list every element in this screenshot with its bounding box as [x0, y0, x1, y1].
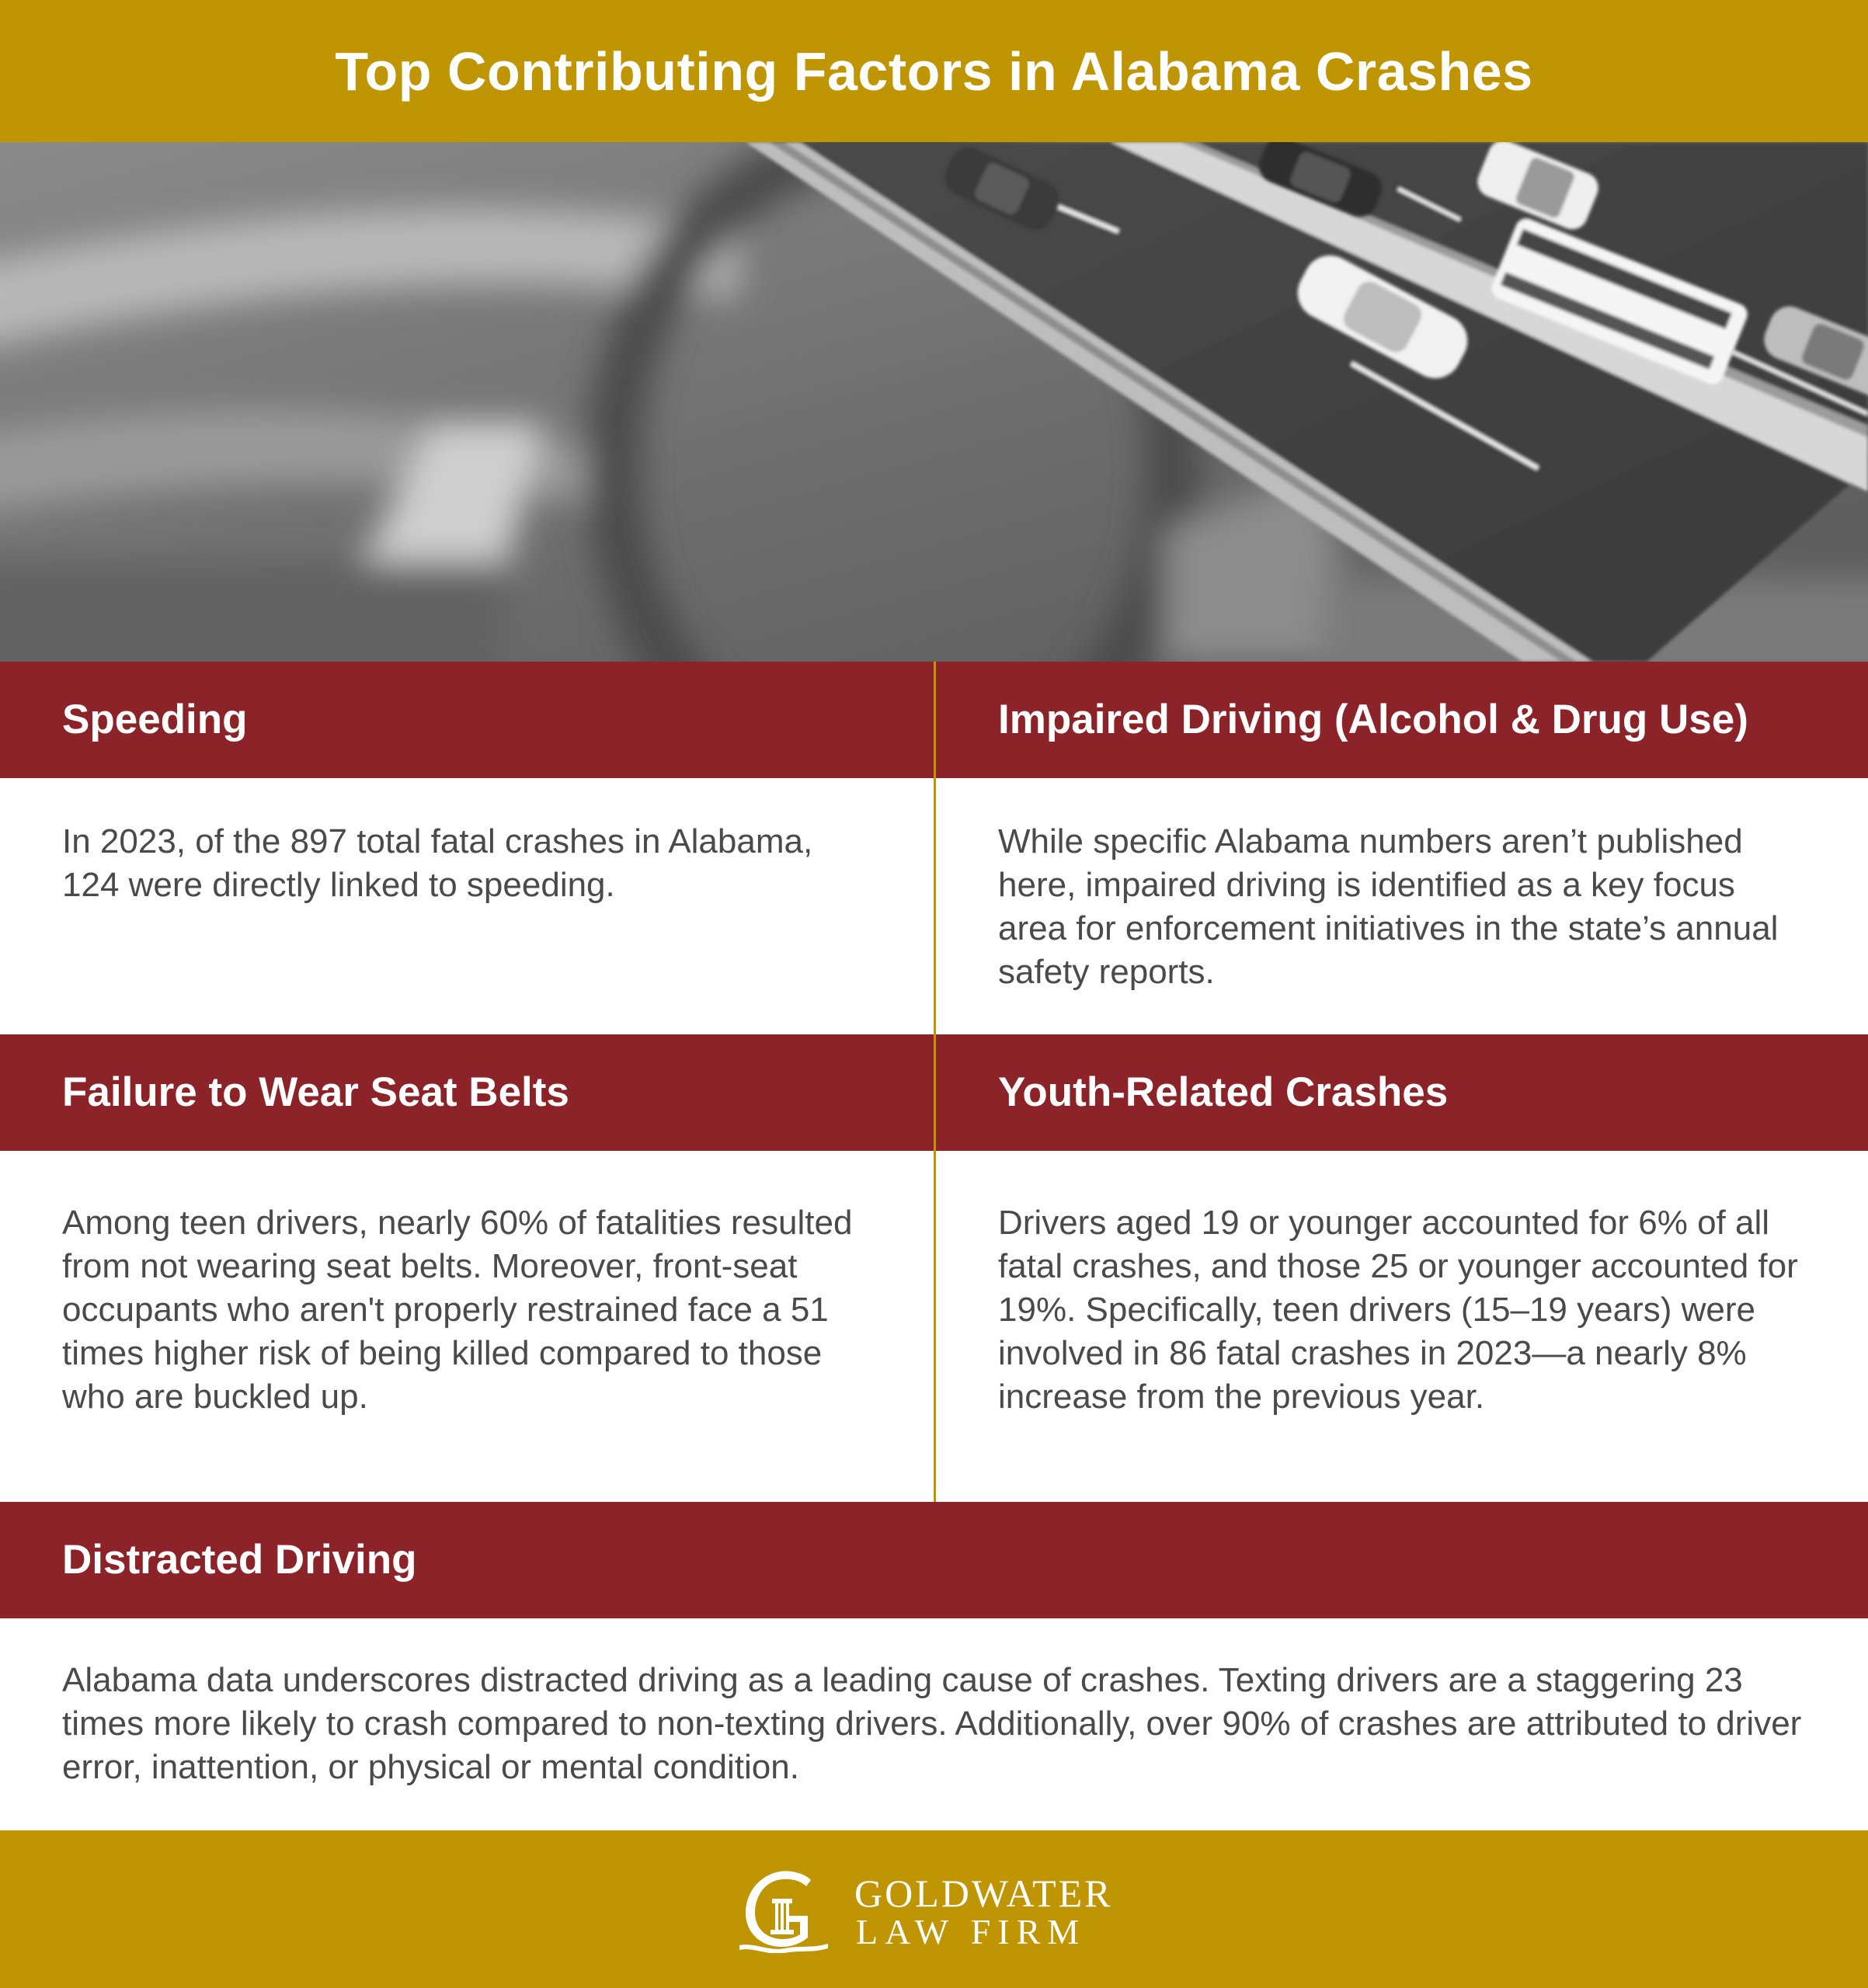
impaired-body: [936, 778, 1868, 1034]
seat-belts-title: Failure to Wear Seat Belts: [62, 1069, 569, 1115]
logo-name-line2: LAW FIRM: [856, 1912, 1087, 1952]
speeding-body: [0, 778, 934, 1034]
impaired-text: While specific Alabama numbers aren’t published here, impaired driving is identified as a key focus area for enforcement initiatives in the state’s annual safety reports.: [998, 822, 1779, 991]
footer-banner: [0, 1830, 1868, 1988]
seat-belts-text: Among teen drivers, nearly 60% of fatalities resulted from not wearing seat belts. Moreover, front-seat occupants who aren't properly restrained face a 51 times higher risk of being killed compared to those who are buckled up.: [62, 1204, 853, 1416]
impaired-title: Impaired Driving (Alcohol & Drug Use): [998, 697, 1748, 742]
seat-belts-header: [0, 1034, 934, 1151]
header-banner: [0, 0, 1868, 142]
youth-text: Drivers aged 19 or younger accounted for 6% of all fatal crashes, and those 25 or younger accounted for 19%. Specifically, teen drivers (15–19 years) were involved in 86 fatal crashes in 2023—a nearly 8% increase from the previous year.: [998, 1204, 1798, 1416]
goldwater-logo: [738, 1868, 1142, 1953]
youth-header: [936, 1034, 1868, 1151]
logo-name-line1: GOLDWATER: [854, 1872, 1113, 1915]
distracted-text: Alabama data underscores distracted driving as a leading cause of crashes. Texting drivers are a staggering 23 times more likely to crash compared to non-texting drivers. Additionally, over 90% of crashes are attributed to driver error, inattention, or physical or mental condition.: [62, 1661, 1802, 1786]
speeding-header: [0, 662, 934, 778]
page-title: Top Contributing Factors in Alabama Crashes: [335, 40, 1533, 102]
speeding-title: Speeding: [62, 697, 248, 742]
highway-photo: [0, 142, 1868, 662]
distracted-title: Distracted Driving: [62, 1537, 417, 1583]
distracted-body: [0, 1618, 1868, 1830]
speeding-text: In 2023, of the 897 total fatal crashes in Alabama, 124 were directly linked to speeding.: [62, 822, 813, 904]
distracted-header: [0, 1502, 1868, 1618]
youth-body: [936, 1151, 1868, 1502]
seat-belts-body: [0, 1151, 934, 1502]
goldwater-g-column-logo-icon: [738, 1868, 830, 1953]
youth-title: Youth-Related Crashes: [998, 1069, 1449, 1115]
impaired-header: [936, 662, 1868, 778]
